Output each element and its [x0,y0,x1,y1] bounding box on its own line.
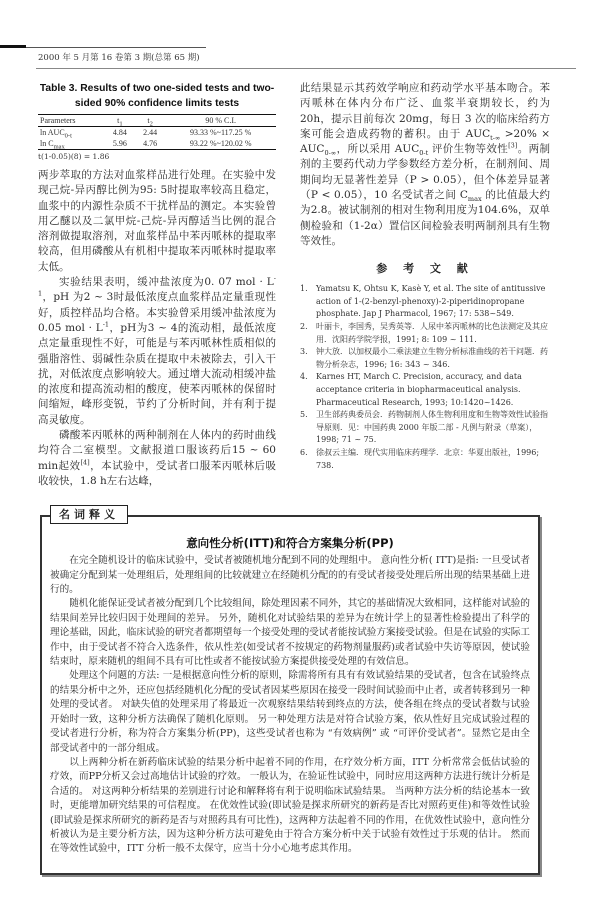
glossary-tab-label: 名词释义 [50,505,128,524]
table-footnote: t(1-0.05)(8) = 1.86 [38,152,110,161]
cell-t2: 2.44 [143,128,158,137]
cell-t2: 4.76 [135,138,165,150]
citation-superscript: [4] [80,458,90,467]
glossary-paragraph: 随机化能保证受试者被分配到几个比较组间，除处理因素不同外，其它的基础情况大致相同，这样能对试验的结果间差异比较归因于处理间的差异。 另外，随机化对试验结果的差异为在统计学上的显著性检验提出了科学的理论基础，因此，临床试验的研究者都期望每一个接受处理的受试者能按试验方案接受试验。但是在试验的实际工作中，由于受试者不符合入选条件，依从性差(如受试者不按规定的药物剂量服药)或者试验中失访等原因，使试验结束时，原来随机的组间不具有可比性或者不能按试验方案提供接受处理的有效信息。 [50,598,530,668]
header-rule-top [26,47,206,48]
cell-param [38,138,105,150]
text-run: 评价生物等效性 [428,143,509,156]
body-paragraph [38,275,276,428]
reference-text: 钟大放．以加权最小二乘法建立生物分析标准曲线的若干问题．药物分析杂志，1996; 16: 343 ~ 346. [316,347,548,369]
right-column-body [300,81,550,249]
col-header-t1-sub: 1 [119,120,123,128]
param-sub: 0-t [64,132,72,140]
cell-t1: 5.96 [105,138,135,150]
param-label: ln AUC [40,128,65,137]
citation-superscript: -1 [38,274,276,298]
text-run: ，pH为3 ~ 4的流动相，最低浓度点定量重现性不好，可能是与苯丙哌林性质相似的强脂溶性、弱碱性杂质在提取中未被除去，引入干扰，对低浓度点影响较大。通过增大流动相缓冲盐的浓度和提高流动相的酸度，使苯丙哌林的保留时间缩短，峰形变锐，节约了分析时间，并有利于提高灵敏度。 [38,321,276,426]
body-paragraph [38,428,276,489]
col-header-parameters: Parameters [38,115,105,127]
glossary-box-wrapper [40,508,540,875]
reference-item [300,371,550,409]
reference-text: Karnes HT, March C. Precision, accuracy, and data acceptance criteria in biopharmaceutical analysis. Pharmaceutical Research, 1993; 10:1420~1426. [316,372,522,407]
col-header-t2: $t_2$ [135,115,165,127]
text-run: >20% × AUC [300,127,550,156]
left-column [38,81,276,489]
reference-number: 6. [300,447,308,457]
col-header-ci: 90 % C.I. [165,115,276,127]
text-run: 的比值最大约为2.8。被试制剂的相对生物利用度为104.6%，双单侧检验和（1-2α）置信区间检验表明两制剂具有生物等效性。 [300,189,550,247]
cell-ci: 93.22 %~120.02 % [165,138,276,150]
text-run: ，所以采用 AUC [336,143,420,156]
reference-number: 4. [300,372,308,382]
col-header-t1: $t_1$ [105,115,135,127]
text-run: ，本试验中，受试者口服苯丙哌林后吸收较快，1.8 h左右达峰， [38,459,277,487]
two-column-body [38,81,576,489]
col-header-t2-sub: 2 [149,120,153,128]
reference-item [300,321,550,346]
text-run: ，pH 为2 ~ 3时最低浓度点血浆样品定量重现性好，质控样品均合格。本实验曾采用缓冲盐浓度为0.05 mol · L [38,291,276,334]
reference-number: 2. [300,322,308,332]
reference-number: 1. [300,284,308,294]
param-sub: max [53,143,65,151]
glossary-body [50,554,530,857]
reference-number: 5. [300,410,308,420]
text-run: 磷酸苯丙哌林的两种制剂在人体内的药时曲线均符合二室模型。文献报道口服该药后15 ~ 60 min起效 [38,429,276,472]
references-list [300,283,550,472]
glossary-title: 意向性分析(ITT)和符合方案集分析(PP) [186,536,394,551]
subscript: 0-t [419,149,429,158]
results-table [38,114,276,150]
glossary-paragraph: 在完全随机设计的临床试验中，受试者被随机地分配到不同的处理组中。 意向性分析( ITT)是指: 一旦受试者被确定分配到某一处理组后，处理组间的比较就建立在经随机分配的的有受试者接受处理后所出现的结果基础上进行的。 [50,555,530,596]
text-run: 。两制剂的主要药代动力学参数经方差分析，在制剂间、周期间均无显著性差异（P > 0.05），但个体差异显著（P < 0.05），10 名受试者之间 C [300,143,551,202]
reference-text: 卫生部药典委员会．药物制剂人体生物利用度和生物等效性试验指导原则．见：中国药典 2000 年版二部 - 凡例与附录（草案），1998; 71 ~ 75. [316,410,548,445]
cell-ci: 93.33 %~117.25 % [189,128,252,137]
citation-superscript: -1 [102,320,110,329]
glossary-paragraph: 以上两种分析在新药临床试验的结果分析中起着不同的作用，在疗效分析方面，ITT 分析常常会低估试验的疗效，而PP分析又会过高地估计试验的疗效。 一般认为，在验证性试验中，同时应用这两种方法进行统计分析是合适的。 对这两种分析结果的差别进行讨论和解释将有利于说明临床试验结果。 当两种方法分析的结论基本一致时，更能增加研究结果的可信程度。 在优效性试验(即试验是探求所研究的新药是否比对照药更佳)和等效性试验(即试验是探求所研究的新药是否与对照药具有可比性)，这两种方法起着不同的作用，在优效性试验中，意向性分析被认为是主要分析方法，因为这种分析方法可避免由于符合方案分析中关于试验有效性过于乐观的估计。 然而在等效性试验中，ITT 分析一般不太保守，应当十分小心地考虑其作用。 [50,756,530,855]
reference-text: Yamatsu K, Ohtsu K, Kasè Y, et al. The site of antitussive action of 1-(2-benzyl-phenoxy)-2-piperidinopropane phosphate. Jap J Pharmacol, 1967; 17: 538~549. [316,284,546,319]
cell-param [38,127,105,139]
running-header: 2000 年 5 月第 16 卷第 3 期(总第 65 期) [38,53,200,63]
cell-t1: 4.84 [112,128,127,137]
reference-item [300,409,550,447]
right-column [300,81,550,472]
reference-number: 3. [300,347,308,357]
left-column-body [38,168,276,489]
reference-text: 徐叔云主编．现代实用临床药理学．北京：华夏出版社，1996; 738. [316,447,540,470]
reference-item [300,447,550,472]
glossary-box [40,515,540,875]
table-header-row [38,115,276,127]
text-run: 实验结果表明，缓冲盐浓度为0. 07 mol · L [59,276,274,289]
subscript: 0-∞ [324,149,337,158]
table-row [38,127,276,139]
param-label: ln C [40,139,54,148]
body-paragraph [38,168,276,275]
reference-item [300,283,550,321]
reference-text: 叶丽卡，李国秀，吴秀英等．人尿中苯丙哌林的比色法测定及其应用．沈阳药学院学报，1991; 8: 109 ~ 111. [316,322,548,344]
citation-superscript: [3] [508,141,518,150]
table-caption: Table 3. Results of two one-sided tests and two-sided 90% confidence limits tests [39,83,275,109]
header-bar-mark [0,45,26,48]
header-rule [36,68,576,69]
subscript: max [467,195,482,204]
subscript: t-∞ [490,133,501,142]
reference-item [300,346,550,371]
references-heading: 参 考 文 献 [376,262,474,276]
body-paragraph [300,81,550,249]
table-row [38,138,276,150]
glossary-paragraph: 处理这个问题的方法: 一是根据意向性分析的原则，除需将所有具有有效试验结果的受试者，包含在试验终点的结果分析中之外，还应包括经随机化分配的受试者因某些原因在接受一段时间试验而中止者，或者转移到另一种处理的受试者。 对缺失值的处理采用了将最近一次观察结果结转到终点的方法，使各组在终点的受试者数与试验开始时一致，这种分析方法确保了随机化原则。 另一种处理方法是对符合试验方案，依从性好且完成试验过程的受试者进行分析，称为符合方案集分析(PP)，这些受试者也称为 “有效病例” 或 “可评价受试者”。显然它是由全部受试者中的一部分组成。 [50,670,530,754]
text-run: 此结果显示其药效学响应和药动学水平基本吻合。苯丙哌林在体内分布广泛、血浆半衰期较长，约为 20h，提示目前每次 20mg，每日 3 次的临床给药方案可能会造成药物的蓄积。由于 AUC [300,82,550,140]
text-run: 两步萃取的方法对血浆样品进行处理。在实验中发现己烷-异丙醇比例为95: 5时提取率较高且稳定，血浆中的内源性杂质不干扰样品的测定。本实验曾用乙醚以及二氯甲烷-己烷-异丙醇适当比例的混合溶剂做提取溶剂，对血浆样品中苯丙哌林的提取率较高，但用磷酸从有机相中提取苯丙哌林时提取率太低。 [38,169,276,273]
